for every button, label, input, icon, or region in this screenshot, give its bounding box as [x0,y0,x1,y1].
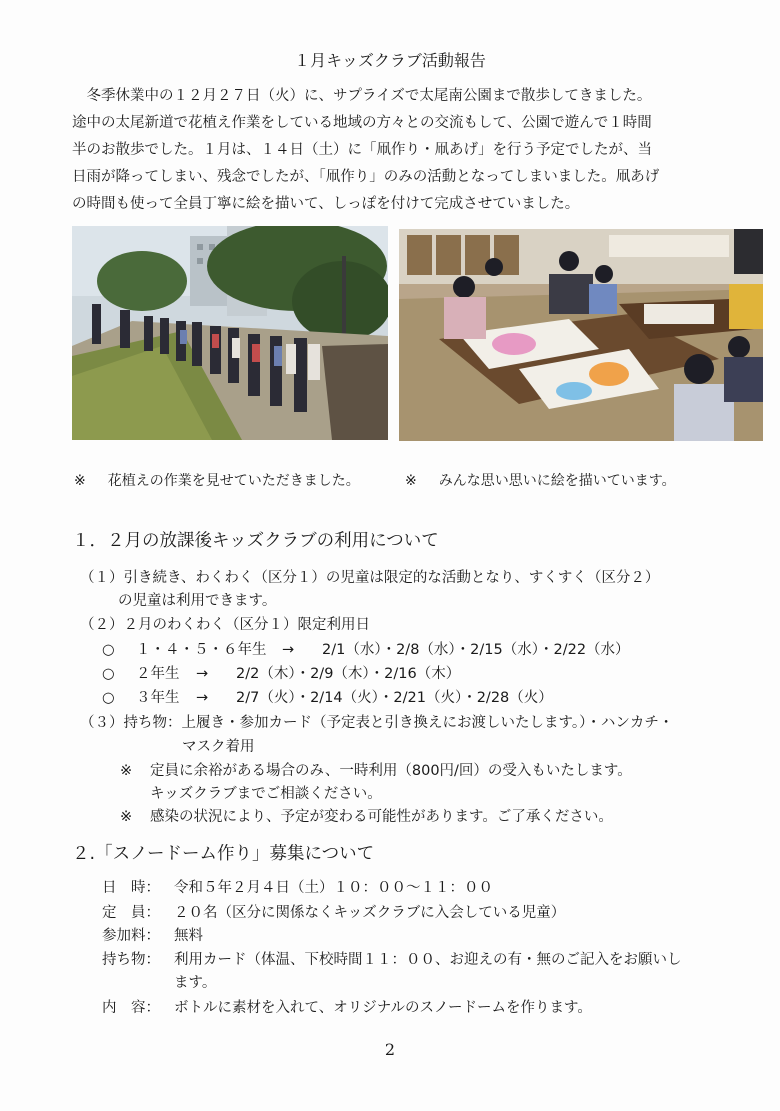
item1-line: の児童は利用できます。 [118,593,277,609]
bullet-mark: ○ [102,642,115,658]
photo-children-drawing [399,229,763,441]
item2-heading: （２）２月のわくわく（区分１）限定利用日 [80,617,370,633]
note-mark: ※ [405,473,417,489]
note-line: キッズクラブまでご相談ください。 [150,786,382,802]
note-mark: ※ [74,473,86,489]
photo-caption [405,470,676,490]
schedule-row [102,638,630,659]
intro-line: の時間も使って全員丁寧に絵を描いて、しっぽを付けて完成させていました。 [72,196,580,212]
event-value: 利用カード（体温、下校時間１１：００、お迎えの有・無のご記入をお願いし [174,952,682,968]
event-row [102,901,565,922]
event-row [102,948,682,969]
photo-caption [74,470,360,490]
event-label: 持ち物： [102,952,160,968]
bullet-mark: ○ [102,690,115,706]
event-row [102,876,493,897]
event-row [102,996,592,1017]
event-value: ２０名（区分に関係なくキッズクラブに入会している児童） [174,905,566,921]
schedule-dates: 2/1（水）・2/8（水）・2/15（水）・2/22（水） [322,642,630,658]
event-label: 参加料： [102,928,160,944]
schedule-row [102,686,553,707]
note-line [120,805,613,826]
section-heading: １．２月の放課後キッズクラブの利用について [72,531,439,551]
intro-line: 日雨が降ってしまい、残念でしたが、「凧作り」のみの活動となってしまいました。凧あげ [72,169,660,185]
event-value: 令和５年２月４日（土）１０：００～１１：００ [174,880,493,896]
event-label: 定 員： [102,905,160,921]
event-value: 無料 [174,928,203,944]
item3-line: マスク着用 [182,739,255,755]
schedule-grade: ３年生 [136,690,180,706]
event-label: 内 容： [102,1000,160,1016]
report-title: １月キッズクラブ活動報告 [294,51,486,70]
note-mark: ※ [120,809,133,825]
intro-line: 冬季休業中の１２月２７日（火）に、サプライズで太尾南公園まで散歩してきました。 [72,88,652,104]
intro-line: 半のお散歩でした。１月は、１４日（土）に「凧作り・凧あげ」を行う予定でしたが、当 [72,142,652,158]
intro-line: 途中の太尾新道で花植え作業をしている地域の方々との交流もして、公園で遊んで１時間 [72,115,652,131]
schedule-grade: １・４・５・６年生 [136,642,267,658]
caption-text: 花植えの作業を見せていただきました。 [107,473,360,489]
arrow: → [282,642,295,658]
schedule-dates: 2/7（火）・2/14（火）・2/21（火）・2/28（火） [236,690,553,706]
event-row [102,924,203,945]
event-value: ボトルに素材を入れて、オリジナルのスノードームを作ります。 [174,1000,592,1016]
schedule-grade: ２年生 [136,666,180,682]
schedule-dates: 2/2（木）・2/9（木）・2/16（木） [236,666,461,682]
note-line [120,759,632,780]
item3-line: （３）持ち物：上履き・参加カード（予定表と引き換えにお渡しいたします。）・ハンカチ・ [80,715,674,731]
note-text: 感染の状況により、予定が変わる可能性があります。ご了承ください。 [150,809,613,825]
arrow: → [196,666,209,682]
note-mark: ※ [120,763,133,779]
event-value-continued: ます。 [174,975,217,991]
caption-text: みんな思い思いに絵を描いています。 [438,473,676,489]
intro-paragraph [72,83,712,218]
bullet-mark: ○ [102,666,115,682]
page-number: 2 [384,1040,396,1059]
schedule-row [102,662,460,683]
item1-line: （１）引き続き、わくわく（区分１）の児童は限定的な活動となり、すくすく（区分２） [80,570,660,586]
note-text: 定員に余裕がある場合のみ、一時利用（800円/回）の受入もいたします。 [150,763,632,779]
event-label: 日 時： [102,880,160,896]
section-heading: ２.「スノードーム作り」募集について [72,844,375,864]
photo-walking-children [72,226,388,440]
arrow: → [196,690,209,706]
